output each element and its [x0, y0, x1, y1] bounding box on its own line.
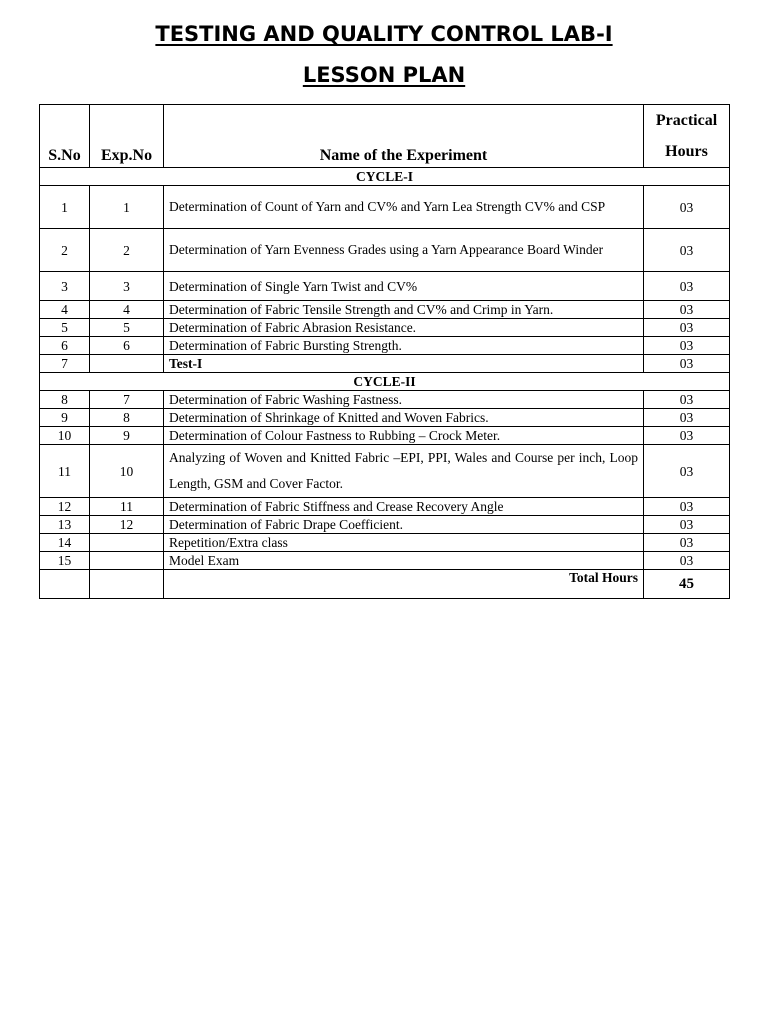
header-hours-line2: Hours [665, 143, 708, 160]
cell-expno: 11 [90, 498, 164, 516]
cell-expno: 6 [90, 337, 164, 355]
table-row [40, 516, 730, 534]
cell-empty [40, 570, 90, 599]
cell-experiment: Determination of Fabric Abrasion Resistance. [164, 319, 644, 337]
table-row [40, 534, 730, 552]
table-row [40, 391, 730, 409]
cell-hours: 03 [644, 409, 730, 427]
table-row [40, 355, 730, 373]
cell-experiment: Determination of Fabric Drape Coefficient. [164, 516, 644, 534]
cell-hours: 03 [644, 355, 730, 373]
cell-experiment: Determination of Fabric Washing Fastness. [164, 391, 644, 409]
cell-hours: 03 [644, 186, 730, 229]
cell-experiment: Determination of Yarn Evenness Grades using a Yarn Appearance Board Winder [164, 229, 644, 272]
cell-hours: 03 [644, 391, 730, 409]
table-row [40, 337, 730, 355]
total-row [40, 570, 730, 599]
cell-sno: 5 [40, 319, 90, 337]
header-expno: Exp.No [90, 105, 164, 168]
cell-experiment: Determination of Count of Yarn and CV% and Yarn Lea Strength CV% and CSP [164, 186, 644, 229]
cell-experiment: Analyzing of Woven and Knitted Fabric –EPI, PPI, Wales and Course per inch, Loop Length, GSM and Cover Factor. [164, 445, 644, 498]
table-header-row [40, 105, 730, 168]
cell-sno: 2 [40, 229, 90, 272]
table-row [40, 498, 730, 516]
table-row [40, 272, 730, 301]
cell-expno [90, 552, 164, 570]
cell-expno: 3 [90, 272, 164, 301]
cell-hours: 03 [644, 445, 730, 498]
lesson-plan-table [39, 104, 730, 599]
document-title: TESTING AND QUALITY CONTROL LAB-I [155, 22, 613, 46]
header-practical-hours [644, 105, 730, 168]
cell-expno: 2 [90, 229, 164, 272]
cell-sno: 9 [40, 409, 90, 427]
cell-expno: 8 [90, 409, 164, 427]
table-row [40, 301, 730, 319]
cell-empty [90, 570, 164, 599]
header-hours-line1: Practical [655, 112, 718, 129]
cell-sno: 13 [40, 516, 90, 534]
cell-hours: 03 [644, 516, 730, 534]
cell-experiment: Repetition/Extra class [164, 534, 644, 552]
table-row [40, 186, 730, 229]
cell-expno [90, 534, 164, 552]
table-row [40, 552, 730, 570]
cell-experiment: Determination of Fabric Tensile Strength and CV% and Crimp in Yarn. [164, 301, 644, 319]
cell-hours: 03 [644, 229, 730, 272]
cell-experiment: Determination of Fabric Stiffness and Crease Recovery Angle [164, 498, 644, 516]
table-row [40, 319, 730, 337]
cell-experiment: Test-I [164, 355, 644, 373]
total-label: Total Hours [164, 570, 644, 599]
cell-experiment: Model Exam [164, 552, 644, 570]
table-row [40, 427, 730, 445]
cell-sno: 4 [40, 301, 90, 319]
cell-experiment: Determination of Single Yarn Twist and CV% [164, 272, 644, 301]
cycle-row [40, 373, 730, 391]
cell-sno: 1 [40, 186, 90, 229]
cycle-row [40, 168, 730, 186]
cell-sno: 7 [40, 355, 90, 373]
cell-sno: 3 [40, 272, 90, 301]
cell-sno: 10 [40, 427, 90, 445]
total-value: 45 [644, 570, 730, 599]
header-experiment-name: Name of the Experiment [164, 105, 644, 168]
cell-sno: 14 [40, 534, 90, 552]
cell-hours: 03 [644, 337, 730, 355]
cell-experiment: Determination of Fabric Bursting Strength. [164, 337, 644, 355]
header-sno: S.No [40, 105, 90, 168]
cell-expno: 4 [90, 301, 164, 319]
cell-expno: 10 [90, 445, 164, 498]
cell-sno: 12 [40, 498, 90, 516]
cycle-label: CYCLE-II [40, 373, 730, 391]
cell-expno: 12 [90, 516, 164, 534]
cell-hours: 03 [644, 319, 730, 337]
cell-hours: 03 [644, 498, 730, 516]
cell-expno: 1 [90, 186, 164, 229]
cell-expno: 7 [90, 391, 164, 409]
cell-hours: 03 [644, 272, 730, 301]
table-row [40, 229, 730, 272]
cell-sno: 11 [40, 445, 90, 498]
table-row [40, 445, 730, 498]
cell-sno: 8 [40, 391, 90, 409]
cell-hours: 03 [644, 301, 730, 319]
document-subtitle: LESSON PLAN [302, 63, 466, 87]
cell-experiment: Determination of Colour Fastness to Rubbing – Crock Meter. [164, 427, 644, 445]
cell-experiment: Determination of Shrinkage of Knitted and Woven Fabrics. [164, 409, 644, 427]
cell-expno: 5 [90, 319, 164, 337]
cell-sno: 6 [40, 337, 90, 355]
cell-sno: 15 [40, 552, 90, 570]
cycle-label: CYCLE-I [40, 168, 730, 186]
cell-expno: 9 [90, 427, 164, 445]
cell-hours: 03 [644, 427, 730, 445]
cell-expno [90, 355, 164, 373]
table-row [40, 409, 730, 427]
cell-hours: 03 [644, 534, 730, 552]
cell-hours: 03 [644, 552, 730, 570]
